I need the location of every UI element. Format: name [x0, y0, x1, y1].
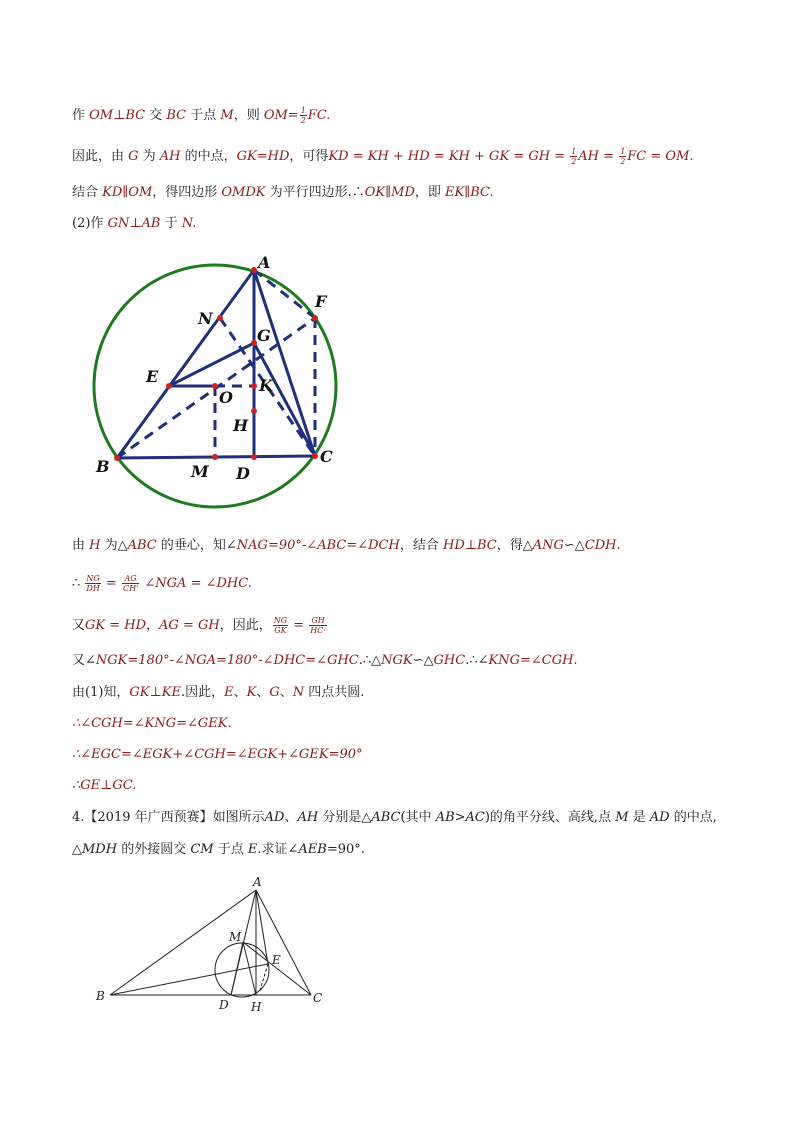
segment-BE [110, 964, 268, 995]
text-line-10: ∴∠CGH=∠KNG=∠GEK. [72, 716, 232, 731]
point-D [251, 454, 257, 460]
point-M [212, 454, 218, 460]
point-E [166, 383, 172, 389]
label-C: C [313, 991, 323, 1005]
point-A [251, 267, 257, 273]
fraction-half: $\frac{1}{2}$ [300, 106, 306, 125]
text-line-13: 4.【2019 年广西预赛】如图所示AD、AH 分别是△ABC(其中 AB>AC)的角平分线、高线,点 M 是 AD 的中点, [72, 810, 717, 825]
fraction-ng-gk: $\frac{NG}{GK}$ [273, 616, 288, 635]
label-E: E [272, 953, 281, 967]
segment-MD [231, 942, 243, 995]
label-A: A [258, 253, 271, 272]
text-line-11: ∴∠EGC=∠EGK+∠CGH=∠EGK+∠GEK=90° [72, 747, 363, 762]
point-C [312, 453, 318, 459]
label-B: B [96, 457, 110, 476]
text-line-2: 因此，由 G 为 AH 的中点，GK=HD，可得KD = KH + HD = KH + GK = GH = $\frac{1}{2}$ AH = $\frac{1}{2}$ FC = OM. [72, 147, 694, 166]
label-A: A [253, 875, 262, 889]
text-line-12: ∴GE⊥GC. [72, 778, 137, 793]
text-line-9: 由(1)知，GK⊥KE.因此，E、K、G、N 四点共圆. [72, 685, 365, 700]
circle-MDH [215, 943, 269, 997]
geometry-figure-1 [80, 250, 360, 525]
fraction-half: $\frac{1}{2}$ [620, 147, 626, 166]
point-H [251, 408, 257, 414]
label-F: F [315, 292, 327, 311]
fraction-ag-ch: $\frac{AG}{CH'}$ [122, 574, 139, 593]
point-O [212, 383, 218, 389]
label-H: H [233, 416, 249, 435]
text-line-1: 作 OM⊥BC 交 BC 于点 M，则 OM= $\frac{1}{2}$ FC. [72, 106, 331, 125]
point-K [251, 383, 257, 389]
fraction-gh-hc: $\frac{GH}{HC\cdot}$ [310, 616, 326, 635]
text-line-3: 结合 KD∥OM，得四边形 OMDK 为平行四边形.∴OK∥MD，即 EK∥BC. [72, 185, 494, 200]
text-line-8: 又∠NGK=180°-∠NGA=180°-∠DHC=∠GHC.∴△NGK∽△GHC.∴∠KNG=∠CGH. [72, 653, 578, 668]
label-K: K [259, 376, 273, 395]
point-B [114, 455, 120, 461]
text-line-5: 由 H 为△ABC 的垂心，知∠NAG=90°-∠ABC=∠DCH，结合 HD⊥BC，得△ANG∽△CDH. [72, 538, 621, 553]
label-C: C [320, 447, 333, 466]
label-H: H [251, 1000, 262, 1014]
text-line-6: ∴ $\frac{NG}{DH}$ = $\frac{AG}{CH'}$ ∠NGA = ∠DHC. [72, 574, 252, 593]
label-G: G [257, 326, 271, 345]
text-line-14: △MDH 的外接圆交 CM 于点 E.求证∠AEB=90°. [72, 842, 365, 857]
label-B: B [96, 989, 105, 1003]
segment-MC [243, 942, 311, 995]
label-D: D [219, 998, 229, 1012]
fraction-ng-dh: $\frac{NG}{DH}$ [86, 574, 100, 593]
label-M: M [229, 930, 242, 944]
fraction-half: $\frac{1}{2}$ [571, 147, 577, 166]
label-M: M [191, 462, 209, 481]
point-F [312, 315, 318, 321]
label-O: O [219, 388, 233, 407]
text-line-7: 又GK = HD，AG = GH，因此， $\frac{NG}{GK}$ = $\frac{GH}{HC\cdot}$ [72, 616, 326, 635]
point-N [217, 315, 223, 321]
text-line-4: (2)作 GN⊥AB 于 N. [72, 216, 197, 231]
label-N: N [198, 309, 213, 328]
geometry-figure-2 [90, 872, 340, 1017]
label-E: E [146, 367, 159, 386]
label-D: D [236, 464, 250, 483]
